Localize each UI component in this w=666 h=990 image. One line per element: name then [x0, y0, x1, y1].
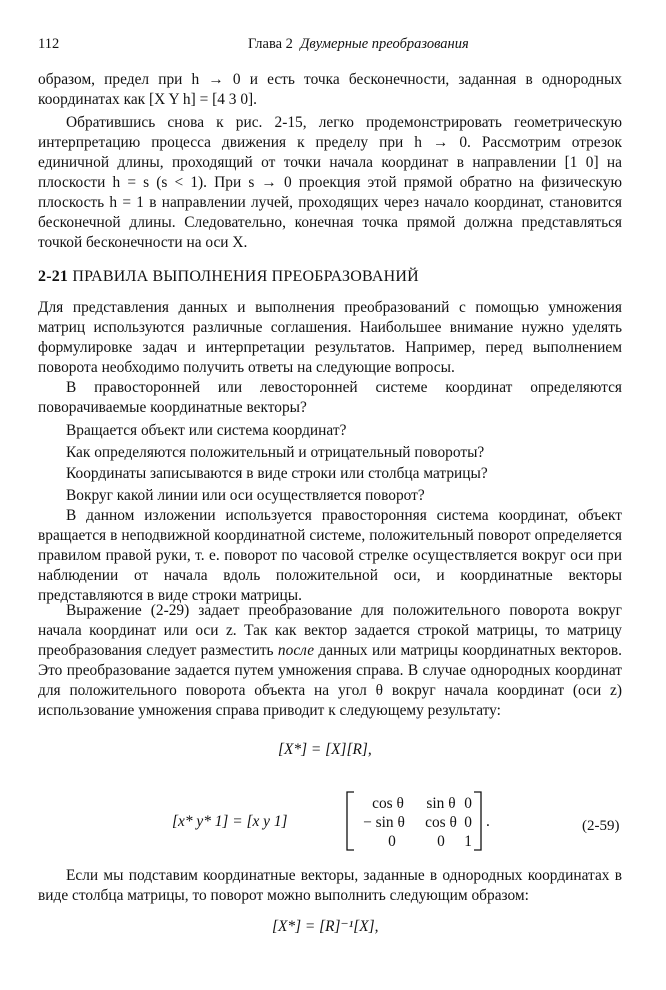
matrix-cell: 0 [464, 814, 472, 831]
section-heading [38, 268, 419, 286]
section-number: 2-21 [38, 268, 69, 285]
question-item: Координаты записываются в виде строки или столбца матрицы? [66, 465, 488, 482]
intro-paragraph-2: Обратившись снова к рис. 2-15, легко продемонстрировать геометрическую интерпретацию процесса движения к пределу при h → 0. Рассмотрим отрезок единичной длины, проходящий от точки начала координат в направлении [1 0] на плоскости h = s (s < 1). При s → 0 проекция этой прямой обратно на физическую плоскость h = 1 в направлении лучей, проходящих через начало координат, становится бесконечной длины. Следовательно, конечная точка прямой должна представляться точкой бесконечности на оси X. [38, 114, 622, 251]
question-item: Вращается объект или система координат? [66, 422, 347, 439]
matrix-cell: 0 [437, 833, 445, 850]
section-paragraph-5: Если мы подставим координатные векторы, заданные в однородных координатах в виде столбца матрицы, то поворот можно выполнить следующим образом: [38, 867, 622, 904]
paragraph-4-emphasis: после [277, 642, 315, 659]
matrix-cell: 1 [464, 833, 472, 850]
section-title: ПРАВИЛА ВЫПОЛНЕНИЯ ПРЕОБРАЗОВАНИЙ [72, 268, 419, 285]
right-bracket [474, 792, 481, 850]
chapter-name: Двумерные преобразования [300, 36, 469, 52]
matrix-cell: − sin θ [363, 814, 405, 831]
question-list [66, 420, 488, 506]
section-paragraph-1: Для представления данных и выполнения преобразований с помощью умножения матриц используются различные соглашения. Наибольшее внимание нужно уделять формулировке задач и интерпретации результатов. Например, перед выполнением поворота необходимо получить ответы на следующие вопросы. [38, 299, 622, 376]
equation-number: (2-59) [582, 818, 620, 834]
chapter-title [248, 36, 469, 53]
section-paragraph-4 [38, 601, 622, 721]
matrix-cell: cos θ [372, 795, 404, 812]
paragraph-4-part-1: Выражение (2-29) задает преобразование для положительного поворота вокруг начала координат или оси z. Так как вектор задается строкой матрицы, то матрицу преобразования следует разместить [38, 602, 622, 659]
equation-2-period: . [486, 813, 490, 830]
equation-3: [X*] = [R]⁻¹[X], [272, 918, 379, 935]
section-paragraph-3: В данном изложении используется правосторонняя система координат, объект вращается в неподвижной координатной системе, положительный поворот определяется правилом правой руки, т. е. поворот по часовой стрелке осуществляется вокруг оси при наблюдении от начала вдоль положительной оси, и координатные векторы представляются в виде строки матрицы. [38, 507, 622, 604]
question-item: Как определяются положительный и отрицательный повороты? [66, 443, 485, 461]
paragraph-4-part-2: данных или матрицы координатных векторов. Это преобразование задается путем умножения справа. В случае однородных координат для положительного поворота объекта на угол θ вокруг начала координат (оси z) использование умножения справа приводит к следующему результату: [38, 642, 622, 719]
left-bracket [347, 792, 354, 850]
page-number: 112 [38, 36, 60, 52]
equation-1: [X*] = [X][R], [278, 741, 372, 758]
matrix-cell: cos θ [425, 814, 457, 831]
matrix-cell: 0 [464, 795, 472, 812]
equation-2-lhs: [x* y* 1] = [x y 1] [172, 813, 288, 830]
matrix-cell: sin θ [426, 795, 456, 812]
matrix-cell: 0 [388, 833, 396, 850]
equation-2 [0, 780, 666, 860]
section-paragraph-2: В правосторонней или левосторонней системе координат определяются поворачиваемые координатные векторы? [38, 379, 622, 416]
running-head [38, 36, 628, 54]
intro-paragraph-1: образом, предел при h → 0 и есть точка бесконечности, заданная в однородных координатах как [X Y h] = [4 3 0]. [38, 71, 622, 108]
chapter-label: Глава 2 [248, 36, 293, 52]
question-item: Вокруг какой линии или оси осуществляется поворот? [66, 486, 425, 504]
